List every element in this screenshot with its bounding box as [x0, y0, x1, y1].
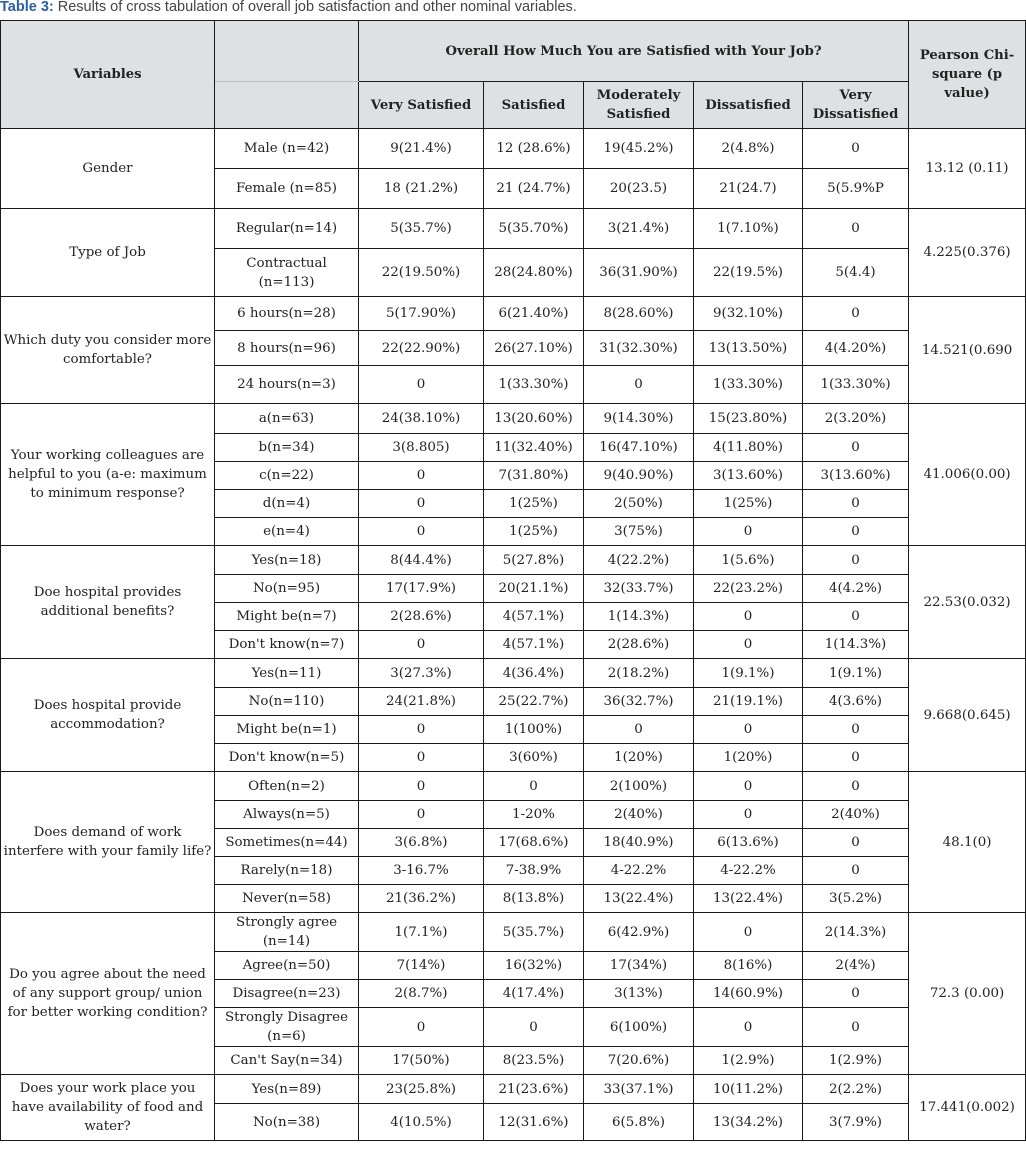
- caption-label: Table 3:: [0, 0, 54, 15]
- value-cell: 1(7.1%): [359, 913, 484, 952]
- value-cell: 33(37.1%): [584, 1075, 694, 1104]
- value-cell: 5(35.7%): [359, 209, 484, 249]
- caption-text: Results of cross tabulation of overall job satisfaction and other nominal variables.: [57, 0, 577, 15]
- value-cell: 25(22.7%): [484, 688, 584, 716]
- value-cell: 36(32.7%): [584, 688, 694, 716]
- value-cell: 14(60.9%): [694, 980, 803, 1008]
- value-cell: 20(23.5): [584, 169, 694, 209]
- value-cell: 8(23.5%): [484, 1047, 584, 1075]
- category-cell: a(n=63): [215, 404, 359, 434]
- variable-cell: Type of Job: [1, 209, 215, 297]
- variable-cell: Do you agree about the need of any support group/ union for better working condition?: [1, 913, 215, 1075]
- value-cell: 2(100%): [584, 772, 694, 801]
- value-cell: 4(4.20%): [803, 331, 909, 366]
- value-cell: 0: [803, 490, 909, 518]
- category-cell: No(n=95): [215, 575, 359, 603]
- value-cell: 18(40.9%): [584, 829, 694, 857]
- value-cell: 4(36.4%): [484, 659, 584, 688]
- value-cell: 0: [803, 518, 909, 546]
- value-cell: 5(35.7%): [484, 913, 584, 952]
- value-cell: 28(24.80%): [484, 249, 584, 297]
- value-cell: 6(13.6%): [694, 829, 803, 857]
- value-cell: 7-38.9%: [484, 857, 584, 885]
- value-cell: 0: [359, 490, 484, 518]
- variables-header: Variables: [1, 21, 215, 129]
- value-cell: 0: [484, 772, 584, 801]
- value-cell: 17(34%): [584, 952, 694, 980]
- variable-cell: Which duty you consider more comfortable?: [1, 297, 215, 404]
- value-cell: 4(4.2%): [803, 575, 909, 603]
- variable-cell: Does demand of work interfere with your family life?: [1, 772, 215, 913]
- value-cell: 1(100%): [484, 716, 584, 744]
- value-cell: 2(3.20%): [803, 404, 909, 434]
- value-cell: 22(19.5%): [694, 249, 803, 297]
- value-cell: 1(9.1%): [694, 659, 803, 688]
- value-cell: 3(6.8%): [359, 829, 484, 857]
- value-cell: 6(5.8%): [584, 1104, 694, 1141]
- value-cell: 5(27.8%): [484, 546, 584, 575]
- variable-cell: Does your work place you have availability of food and water?: [1, 1075, 215, 1141]
- blank-subheader-cell: [215, 82, 359, 129]
- category-cell: Yes(n=18): [215, 546, 359, 575]
- value-cell: 0: [803, 209, 909, 249]
- value-cell: 4(11.80%): [694, 434, 803, 462]
- value-cell: 5(4.4): [803, 249, 909, 297]
- value-cell: 8(28.60%): [584, 297, 694, 331]
- value-cell: 9(40.90%): [584, 462, 694, 490]
- value-cell: 2(50%): [584, 490, 694, 518]
- value-cell: 9(21.4%): [359, 129, 484, 169]
- value-cell: 3(13.60%): [803, 462, 909, 490]
- value-cell: 3-16.7%: [359, 857, 484, 885]
- value-cell: 13(13.50%): [694, 331, 803, 366]
- chi-square-cell: 4.225(0.376): [909, 209, 1026, 297]
- value-cell: 3(60%): [484, 744, 584, 772]
- value-cell: 2(28.6%): [359, 603, 484, 631]
- value-cell: 0: [803, 546, 909, 575]
- value-cell: 0: [359, 518, 484, 546]
- value-cell: 0: [694, 603, 803, 631]
- value-cell: 2(14.3%): [803, 913, 909, 952]
- value-cell: 0: [694, 631, 803, 659]
- value-cell: 36(31.90%): [584, 249, 694, 297]
- value-cell: 0: [694, 518, 803, 546]
- value-cell: 12(31.6%): [484, 1104, 584, 1141]
- value-cell: 17(68.6%): [484, 829, 584, 857]
- value-cell: 0: [584, 716, 694, 744]
- value-cell: 1(2.9%): [803, 1047, 909, 1075]
- value-cell: 0: [359, 631, 484, 659]
- category-cell: c(n=22): [215, 462, 359, 490]
- value-cell: 0: [803, 1008, 909, 1047]
- value-cell: 0: [359, 801, 484, 829]
- chi-square-cell: 41.006(0.00): [909, 404, 1026, 546]
- table-body: [1, 129, 1026, 1141]
- value-cell: 5(35.70%): [484, 209, 584, 249]
- value-cell: 6(21.40%): [484, 297, 584, 331]
- value-cell: 0: [694, 913, 803, 952]
- value-cell: 1(25%): [694, 490, 803, 518]
- table-row: [1, 913, 1026, 952]
- category-cell: Yes(n=11): [215, 659, 359, 688]
- value-cell: 6(100%): [584, 1008, 694, 1047]
- value-cell: 3(27.3%): [359, 659, 484, 688]
- value-cell: 1(33.30%): [694, 366, 803, 404]
- column-header: Satisfied: [484, 82, 584, 129]
- category-cell: 6 hours(n=28): [215, 297, 359, 331]
- category-cell: Yes(n=89): [215, 1075, 359, 1104]
- value-cell: 0: [803, 434, 909, 462]
- value-cell: 0: [803, 129, 909, 169]
- value-cell: 8(13.8%): [484, 885, 584, 913]
- value-cell: 1(33.30%): [484, 366, 584, 404]
- chi-square-cell: 22.53(0.032): [909, 546, 1026, 659]
- value-cell: 10(11.2%): [694, 1075, 803, 1104]
- value-cell: 4(57.1%): [484, 603, 584, 631]
- category-cell: 24 hours(n=3): [215, 366, 359, 404]
- value-cell: 9(32.10%): [694, 297, 803, 331]
- value-cell: 0: [359, 716, 484, 744]
- category-cell: No(n=110): [215, 688, 359, 716]
- value-cell: 23(25.8%): [359, 1075, 484, 1104]
- value-cell: 21(36.2%): [359, 885, 484, 913]
- value-cell: 4-22.2%: [584, 857, 694, 885]
- value-cell: 2(28.6%): [584, 631, 694, 659]
- value-cell: 1(20%): [584, 744, 694, 772]
- value-cell: 3(13.60%): [694, 462, 803, 490]
- column-header: Moderately Satisfied: [584, 82, 694, 129]
- category-cell: Regular(n=14): [215, 209, 359, 249]
- value-cell: 5(5.9%P: [803, 169, 909, 209]
- table-row: [1, 1075, 1026, 1104]
- value-cell: 16(32%): [484, 952, 584, 980]
- category-cell: Rarely(n=18): [215, 857, 359, 885]
- chi-square-cell: 9.668(0.645): [909, 659, 1026, 772]
- category-cell: b(n=34): [215, 434, 359, 462]
- table-caption: [0, 0, 577, 18]
- value-cell: 3(13%): [584, 980, 694, 1008]
- blank-header-cell: [215, 21, 359, 82]
- value-cell: 18 (21.2%): [359, 169, 484, 209]
- value-cell: 1(25%): [484, 518, 584, 546]
- value-cell: 3(75%): [584, 518, 694, 546]
- chi-square-cell: 72.3 (0.00): [909, 913, 1026, 1075]
- value-cell: 4(22.2%): [584, 546, 694, 575]
- value-cell: 3(5.2%): [803, 885, 909, 913]
- category-cell: Can't Say(n=34): [215, 1047, 359, 1075]
- value-cell: 7(20.6%): [584, 1047, 694, 1075]
- value-cell: 8(16%): [694, 952, 803, 980]
- pearson-header: Pearson Chi-square (p value): [909, 21, 1026, 129]
- chi-square-cell: 13.12 (0.11): [909, 129, 1026, 209]
- value-cell: 0: [694, 801, 803, 829]
- category-cell: e(n=4): [215, 518, 359, 546]
- value-cell: 0: [694, 716, 803, 744]
- value-cell: 8(44.4%): [359, 546, 484, 575]
- category-cell: Female (n=85): [215, 169, 359, 209]
- value-cell: 0: [803, 829, 909, 857]
- value-cell: 0: [484, 1008, 584, 1047]
- value-cell: 6(42.9%): [584, 913, 694, 952]
- value-cell: 0: [803, 744, 909, 772]
- category-cell: Might be(n=7): [215, 603, 359, 631]
- value-cell: 1(20%): [694, 744, 803, 772]
- value-cell: 2(8.7%): [359, 980, 484, 1008]
- variable-cell: Your working colleagues are helpful to you (a-e: maximum to minimum response?: [1, 404, 215, 546]
- category-cell: Male (n=42): [215, 129, 359, 169]
- value-cell: 2(18.2%): [584, 659, 694, 688]
- category-cell: Often(n=2): [215, 772, 359, 801]
- value-cell: 1(2.9%): [694, 1047, 803, 1075]
- value-cell: 0: [359, 772, 484, 801]
- category-cell: No(n=38): [215, 1104, 359, 1141]
- value-cell: 21 (24.7%): [484, 169, 584, 209]
- value-cell: 5(17.90%): [359, 297, 484, 331]
- value-cell: 9(14.30%): [584, 404, 694, 434]
- value-cell: 13(34.2%): [694, 1104, 803, 1141]
- variable-cell: Doe hospital provides additional benefits?: [1, 546, 215, 659]
- value-cell: 22(22.90%): [359, 331, 484, 366]
- value-cell: 24(38.10%): [359, 404, 484, 434]
- table-row: [1, 129, 1026, 169]
- table-row: [1, 659, 1026, 688]
- question-header: Overall How Much You are Satisfied with Your Job?: [359, 21, 909, 82]
- category-cell: Strongly Disagree (n=6): [215, 1008, 359, 1047]
- column-header: Very Dissatisfied: [803, 82, 909, 129]
- value-cell: 1(5.6%): [694, 546, 803, 575]
- value-cell: 21(19.1%): [694, 688, 803, 716]
- table-row: [1, 209, 1026, 249]
- value-cell: 13(20.60%): [484, 404, 584, 434]
- table-row: [1, 404, 1026, 434]
- category-cell: Never(n=58): [215, 885, 359, 913]
- value-cell: 3(7.9%): [803, 1104, 909, 1141]
- value-cell: 22(19.50%): [359, 249, 484, 297]
- category-cell: Sometimes(n=44): [215, 829, 359, 857]
- value-cell: 7(31.80%): [484, 462, 584, 490]
- cross-tabulation-table: [0, 20, 1026, 1141]
- table-row: [1, 297, 1026, 331]
- value-cell: 0: [359, 1008, 484, 1047]
- category-cell: d(n=4): [215, 490, 359, 518]
- value-cell: 24(21.8%): [359, 688, 484, 716]
- value-cell: 2(4%): [803, 952, 909, 980]
- value-cell: 4-22.2%: [694, 857, 803, 885]
- value-cell: 1(33.30%): [803, 366, 909, 404]
- value-cell: 17(50%): [359, 1047, 484, 1075]
- value-cell: 0: [803, 980, 909, 1008]
- value-cell: 1(7.10%): [694, 209, 803, 249]
- variable-cell: Does hospital provide accommodation?: [1, 659, 215, 772]
- value-cell: 26(27.10%): [484, 331, 584, 366]
- value-cell: 0: [803, 772, 909, 801]
- value-cell: 15(23.80%): [694, 404, 803, 434]
- value-cell: 0: [359, 462, 484, 490]
- category-cell: Disagree(n=23): [215, 980, 359, 1008]
- value-cell: 4(17.4%): [484, 980, 584, 1008]
- category-cell: Strongly agree (n=14): [215, 913, 359, 952]
- value-cell: 1(9.1%): [803, 659, 909, 688]
- value-cell: 12 (28.6%): [484, 129, 584, 169]
- value-cell: 1(14.3%): [803, 631, 909, 659]
- value-cell: 22(23.2%): [694, 575, 803, 603]
- value-cell: 21(23.6%): [484, 1075, 584, 1104]
- category-cell: Don't know(n=7): [215, 631, 359, 659]
- variable-cell: Gender: [1, 129, 215, 209]
- chi-square-cell: 48.1(0): [909, 772, 1026, 913]
- table-header: [1, 21, 1026, 129]
- value-cell: 7(14%): [359, 952, 484, 980]
- value-cell: 2(2.2%): [803, 1075, 909, 1104]
- value-cell: 0: [803, 857, 909, 885]
- value-cell: 17(17.9%): [359, 575, 484, 603]
- column-header: Very Satisfied: [359, 82, 484, 129]
- category-cell: Contractual (n=113): [215, 249, 359, 297]
- value-cell: 19(45.2%): [584, 129, 694, 169]
- category-cell: Might be(n=1): [215, 716, 359, 744]
- chi-square-cell: 14.521(0.690: [909, 297, 1026, 404]
- chi-square-cell: 17.441(0.002): [909, 1075, 1026, 1141]
- value-cell: 0: [584, 366, 694, 404]
- value-cell: 1(14.3%): [584, 603, 694, 631]
- value-cell: 0: [803, 716, 909, 744]
- category-cell: Agree(n=50): [215, 952, 359, 980]
- value-cell: 0: [694, 772, 803, 801]
- value-cell: 3(8.805): [359, 434, 484, 462]
- value-cell: 4(57.1%): [484, 631, 584, 659]
- value-cell: 0: [694, 1008, 803, 1047]
- value-cell: 13(22.4%): [584, 885, 694, 913]
- value-cell: 32(33.7%): [584, 575, 694, 603]
- value-cell: 1-20%: [484, 801, 584, 829]
- value-cell: 3(21.4%): [584, 209, 694, 249]
- category-cell: Don't know(n=5): [215, 744, 359, 772]
- value-cell: 20(21.1%): [484, 575, 584, 603]
- value-cell: 4(3.6%): [803, 688, 909, 716]
- value-cell: 13(22.4%): [694, 885, 803, 913]
- value-cell: 21(24.7): [694, 169, 803, 209]
- value-cell: 0: [803, 603, 909, 631]
- category-cell: Always(n=5): [215, 801, 359, 829]
- value-cell: 1(25%): [484, 490, 584, 518]
- column-header: Dissatisfied: [694, 82, 803, 129]
- value-cell: 0: [359, 744, 484, 772]
- value-cell: 0: [359, 366, 484, 404]
- value-cell: 16(47.10%): [584, 434, 694, 462]
- table-row: [1, 546, 1026, 575]
- category-cell: 8 hours(n=96): [215, 331, 359, 366]
- value-cell: 2(40%): [584, 801, 694, 829]
- value-cell: 31(32.30%): [584, 331, 694, 366]
- value-cell: 4(10.5%): [359, 1104, 484, 1141]
- value-cell: 2(4.8%): [694, 129, 803, 169]
- value-cell: 2(40%): [803, 801, 909, 829]
- table-row: [1, 772, 1026, 801]
- value-cell: 11(32.40%): [484, 434, 584, 462]
- value-cell: 0: [803, 297, 909, 331]
